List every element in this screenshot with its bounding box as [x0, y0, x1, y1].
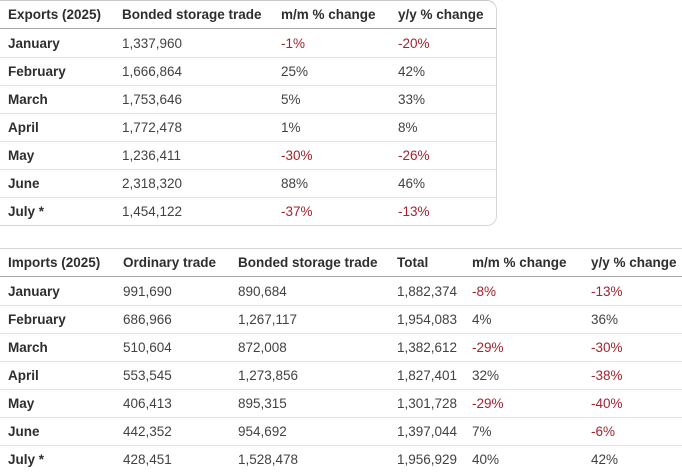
month-label: March [8, 340, 48, 355]
yy-change-value: -30% [591, 340, 623, 355]
ordinary-value: 442,352 [123, 424, 172, 439]
mm-change-value: 7% [472, 424, 492, 439]
bonded-value: 2,318,320 [122, 176, 183, 191]
mm-change-value: -37% [281, 204, 313, 219]
exports-header-mm: m/m % change [281, 7, 376, 22]
bonded-value: 872,008 [238, 340, 287, 355]
yy-change-value: 42% [398, 64, 426, 79]
total-value: 1,827,401 [397, 368, 458, 383]
yy-change-value: 33% [398, 92, 426, 107]
bonded-value: 1,337,960 [122, 35, 183, 51]
exports-table [0, 0, 497, 226]
bonded-value: 954,692 [238, 424, 287, 439]
yy-change-value: -38% [591, 368, 623, 383]
month-label: April [8, 368, 39, 383]
bonded-value: 1,267,117 [238, 312, 298, 327]
imports-header-ordinary: Ordinary trade [123, 255, 217, 270]
bonded-value: 1,772,478 [122, 120, 183, 135]
month-label: May [8, 396, 35, 411]
table-row [0, 361, 682, 389]
ordinary-value: 428,451 [123, 452, 172, 467]
yy-change-value: 42% [591, 452, 619, 467]
month-label: February [8, 64, 66, 79]
mm-change-value: 25% [281, 64, 309, 79]
yy-change-value: -6% [591, 424, 616, 439]
yy-change-value: -13% [398, 204, 430, 219]
mm-change-value: 5% [281, 92, 301, 107]
yy-change-value: -13% [591, 283, 623, 299]
mm-change-value: 88% [281, 176, 309, 191]
total-value: 1,956,929 [397, 452, 458, 467]
mm-change-value: 40% [472, 452, 500, 467]
month-label: June [8, 176, 40, 191]
yy-change-value: 36% [591, 312, 619, 327]
mm-change-value: -29% [472, 396, 504, 411]
total-value: 1,882,374 [397, 283, 458, 299]
imports-header-bonded: Bonded storage trade [238, 255, 378, 270]
mm-change-value: 1% [281, 120, 301, 135]
yy-change-value: -40% [591, 396, 623, 411]
exports-header-title: Exports (2025) [8, 7, 102, 22]
month-label: June [8, 424, 40, 439]
yy-change-value: 46% [398, 176, 426, 191]
total-value: 1,301,728 [397, 396, 458, 411]
ordinary-value: 553,545 [123, 368, 172, 383]
exports-header-row [0, 1, 496, 29]
total-value: 1,954,083 [397, 312, 458, 327]
yy-change-value: 8% [398, 120, 418, 135]
imports-header-yy: y/y % change [591, 255, 677, 270]
table-row [0, 445, 682, 472]
ordinary-value: 406,413 [123, 396, 172, 411]
month-label: April [8, 120, 39, 135]
month-label: January [8, 35, 60, 51]
yy-change-value: -20% [398, 35, 430, 51]
exports-header-bonded: Bonded storage trade [122, 7, 262, 22]
total-value: 1,382,612 [397, 340, 458, 355]
bonded-value: 1,236,411 [122, 148, 182, 163]
table-row [0, 417, 682, 445]
table-row [0, 113, 496, 141]
table-row [0, 169, 496, 197]
mm-change-value: 32% [472, 368, 500, 383]
total-value: 1,397,044 [397, 424, 458, 439]
imports-header-mm: m/m % change [472, 255, 567, 270]
month-label: May [8, 148, 35, 163]
exports-header-yy: y/y % change [398, 7, 484, 22]
imports-table-body [0, 277, 682, 472]
bonded-value: 1,273,856 [238, 368, 299, 383]
bonded-value: 1,753,646 [122, 92, 183, 107]
yy-change-value: -26% [398, 148, 430, 163]
month-label: July * [8, 452, 45, 467]
mm-change-value: -1% [281, 35, 306, 51]
month-label: March [8, 92, 48, 107]
table-row [0, 57, 496, 85]
mm-change-value: -29% [472, 340, 504, 355]
ordinary-value: 510,604 [123, 340, 172, 355]
mm-change-value: -8% [472, 283, 497, 299]
imports-header-row [0, 249, 682, 277]
bonded-value: 1,666,864 [122, 64, 183, 79]
bonded-value: 890,684 [238, 283, 287, 299]
mm-change-value: -30% [281, 148, 313, 163]
imports-header-title: Imports (2025) [8, 255, 101, 270]
month-label: January [8, 283, 60, 299]
imports-table [0, 248, 682, 472]
bonded-value: 895,315 [238, 396, 287, 411]
table-row [0, 141, 496, 169]
month-label: July * [8, 204, 45, 219]
mm-change-value: 4% [472, 312, 492, 327]
table-row [0, 389, 682, 417]
imports-header-total: Total [397, 255, 429, 270]
table-row [0, 85, 496, 113]
table-row [0, 333, 682, 361]
table-row [0, 197, 496, 225]
table-row [0, 29, 496, 57]
exports-table-body [0, 29, 496, 225]
ordinary-value: 991,690 [123, 283, 172, 299]
month-label: February [8, 312, 66, 327]
bonded-value: 1,528,478 [238, 452, 299, 467]
ordinary-value: 686,966 [123, 312, 172, 327]
table-row [0, 277, 682, 305]
table-row [0, 305, 682, 333]
bonded-value: 1,454,122 [122, 204, 183, 219]
